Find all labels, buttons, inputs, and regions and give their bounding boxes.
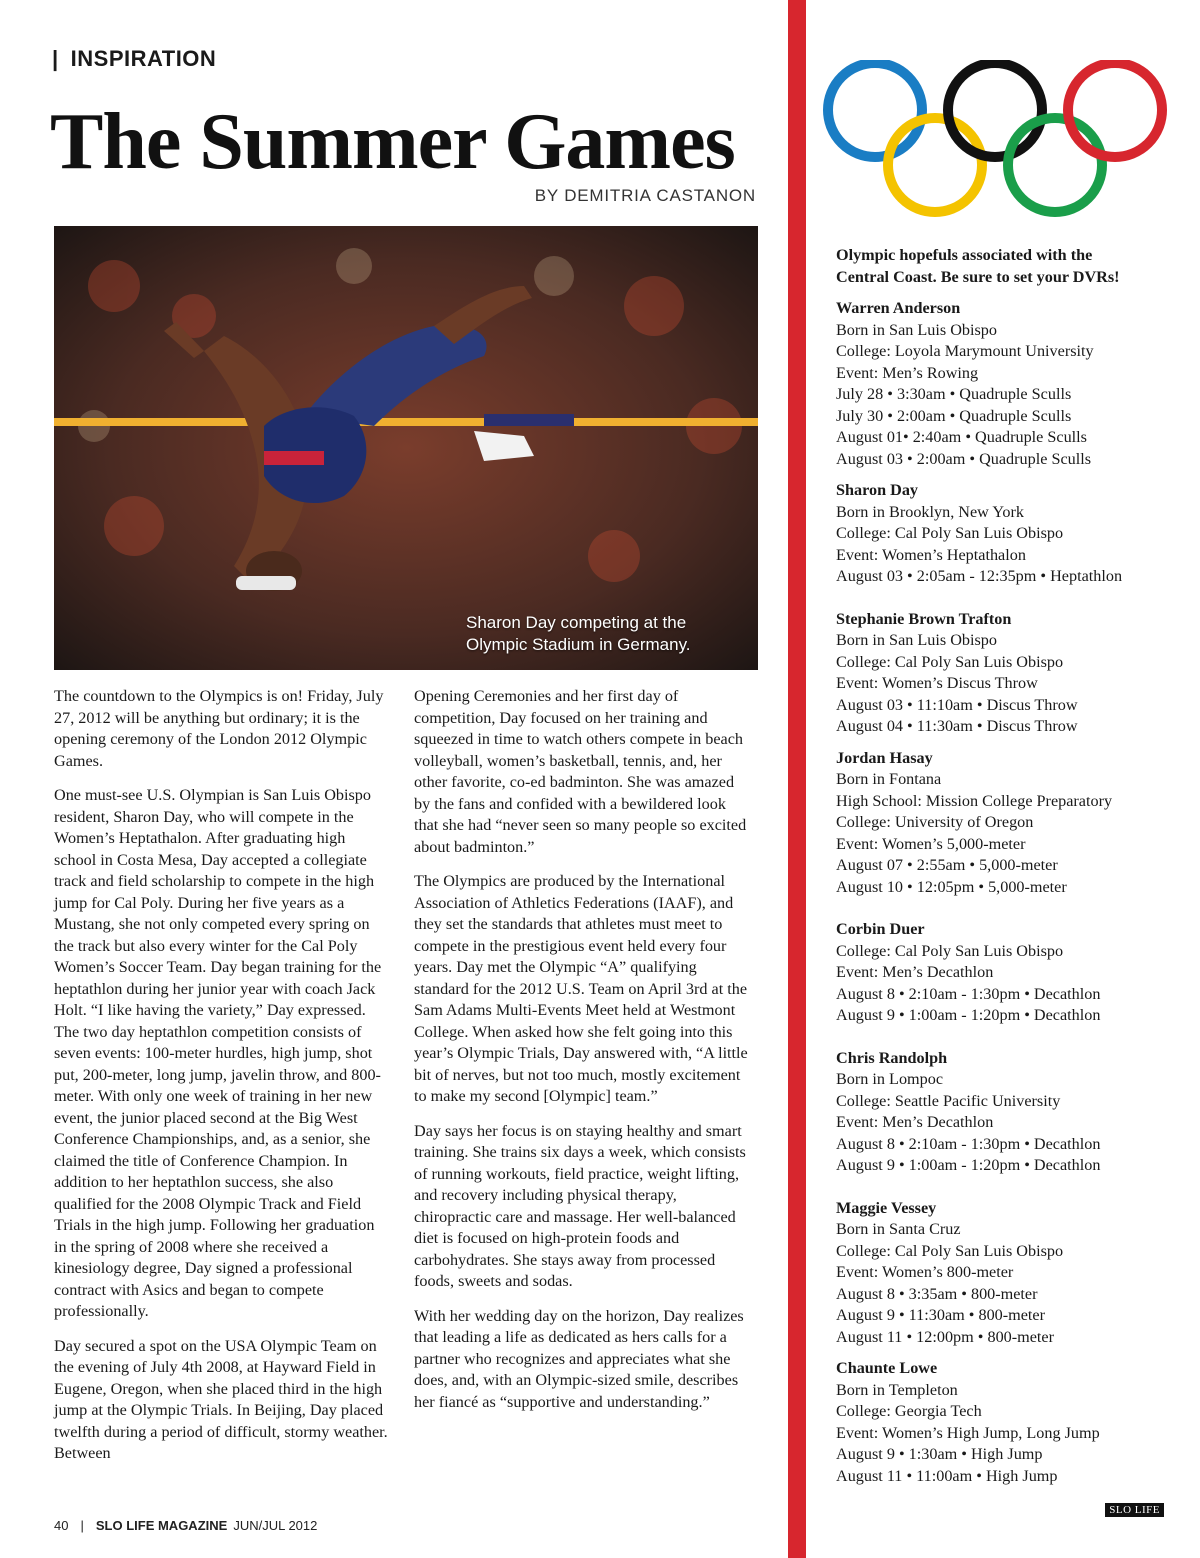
- article-paragraph: Day secured a spot on the USA Olympic Team on the evening of July 4th 2008, at Hayward Field in Eugene, Oregon, when she placed third in the high jump at the Olympic Trials. In Beijing, Day placed twelfth during a period of difficult, stormy weather. Between: [54, 1336, 388, 1462]
- athlete-detail-line: August 9 • 11:30am • 800-meter: [836, 1306, 1045, 1324]
- athlete-entry: [836, 1048, 1176, 1177]
- athlete-detail-line: College: Cal Poly San Luis Obispo: [836, 524, 1064, 542]
- athlete-photo: [54, 226, 758, 670]
- black-ring: [948, 63, 1042, 157]
- athlete-entry: [836, 919, 1176, 1027]
- athlete-detail-line: Born in San Luis Obispo: [836, 631, 997, 649]
- athlete-name: Jordan Hasay: [836, 748, 933, 767]
- athlete-detail-line: August 9 • 1:00am - 1:20pm • Decathlon: [836, 1156, 1101, 1174]
- athlete-detail-line: Event: Women’s Heptathalon: [836, 545, 1026, 564]
- athlete-detail-line: July 28 • 3:30am • Quadruple Sculls: [836, 385, 1072, 403]
- photo-caption-line: Sharon Day competing at the: [466, 613, 687, 632]
- article-paragraph: With her wedding day on the horizon, Day realizes that leading a life as dedicated as hers calls for a partner who recognizes and appreciates what she does, and, with an Olympic-sized smile, describes her fiancé as “supportive and understanding.”: [414, 1306, 744, 1411]
- red-divider-bar: [788, 0, 806, 1558]
- athlete-entry: [836, 748, 1176, 899]
- athlete-detail-line: August 10 • 12:05pm • 5,000-meter: [836, 877, 1067, 896]
- blue-ring: [828, 63, 922, 157]
- athlete-detail-line: August 01• 2:40am • Quadruple Sculls: [836, 428, 1087, 446]
- article-paragraph: One must-see U.S. Olympian is San Luis Obispo resident, Sharon Day, who will compete in the Women’s Heptathalon. After graduating high school in Costa Mesa, Day accepted a collegiate track and field scholarship to compete in the high jump for Cal Poly. During her five years as a Mustang, she not only competed every spring on the track but also every winter for the Cal Poly Women’s Soccer Team. Day began training for the heptathlon during her junior year with coach Jack Holt. “I like having the variety,” Day expressed. The two day heptathlon competition consists of seven events: 100-meter hurdles, high jump, shot put, 200-meter, long jump, javelin throw, and 800-meter. With only one week of training in her new event, the junior placed second at the Big West Conference Championships, and, as a senior, she claimed the title of Conference Champion. In addition to her heptathlon success, she also qualified for the 2008 Olympic Track and Field Trials in the high jump. Following her graduation in the spring of 2008 where she received a kinesiology degree, Day signed a professional contract with Asics and began to compete professionally.: [54, 786, 382, 1320]
- athlete-detail-line: Event: Women’s 5,000-meter: [836, 834, 1026, 853]
- athlete-name: Chaunte Lowe: [836, 1359, 938, 1377]
- section-divider: |: [52, 46, 59, 71]
- athlete-detail-line: August 07 • 2:55am • 5,000-meter: [836, 856, 1058, 874]
- athlete-detail-line: College: University of Oregon: [836, 813, 1034, 831]
- athlete-detail-line: August 03 • 2:05am - 12:35pm • Heptathlon: [836, 567, 1123, 585]
- section-label: [52, 46, 216, 72]
- athlete-name: Chris Randolph: [836, 1048, 948, 1067]
- athlete-name: Maggie Vessey: [836, 1198, 937, 1217]
- athlete-detail-line: College: Loyola Marymount University: [836, 342, 1094, 360]
- athlete-detail-line: Born in Fontana: [836, 770, 942, 788]
- athlete-detail-line: August 8 • 2:10am - 1:30pm • Decathlon: [836, 1134, 1101, 1153]
- athlete-detail-line: Event: Men’s Rowing: [836, 363, 979, 382]
- athlete-detail-line: Born in Templeton: [836, 1380, 958, 1399]
- athlete-entry: [836, 298, 1176, 470]
- article-paragraph: Day says her focus is on staying healthy and smart training. She trains six days a week, which consists of running workouts, field practice, weight lifting, and recovery including physical therapy, chiropractic care and massage. Her well-balanced diet is focused on high-protein foods and carbohydrates. She stays away from processed foods, sweets and sodas.: [414, 1121, 746, 1290]
- page-title: The Summer Games: [50, 98, 735, 186]
- sidebar-intro: [836, 245, 1176, 288]
- article-column-middle: [414, 686, 754, 1426]
- red-ring: [1068, 63, 1162, 157]
- athlete-detail-line: Born in San Luis Obispo: [836, 320, 997, 339]
- section-name: INSPIRATION: [70, 46, 217, 71]
- green-ring: [1008, 118, 1102, 212]
- footer-divider: |: [80, 1518, 84, 1533]
- athlete-detail-line: August 9 • 1:30am • High Jump: [836, 1445, 1043, 1463]
- athlete-detail-line: August 11 • 12:00pm • 800-meter: [836, 1327, 1055, 1346]
- athlete-list: [836, 298, 1176, 1487]
- photo-caption: [466, 612, 736, 656]
- athlete-entry: [836, 609, 1176, 738]
- athlete-detail-line: College: Cal Poly San Luis Obispo: [836, 652, 1064, 671]
- athlete-detail-line: Event: Men’s Decathlon: [836, 1113, 994, 1131]
- article-paragraph: The Olympics are produced by the International Association of Athletics Federations (IAAF), and they set the standards that athletes must meet to compete in the prestigious event held every four years. Day met the Olympic “A” qualifying standard for the 2012 U.S. Team on April 3rd at the Sam Adams Multi-Events Meet held at Westmont College. When asked how she felt going into this year’s Olympic Trials, Day answered with, “A little bit of nerves, but not too much, mostly excitement to make my second [Olympic] team.”: [414, 872, 748, 1105]
- athlete-detail-line: August 03 • 2:00am • Quadruple Sculls: [836, 449, 1092, 468]
- athlete-name: Stephanie Brown Trafton: [836, 609, 1012, 628]
- athlete-detail-line: August 04 • 11:30am • Discus Throw: [836, 717, 1078, 735]
- yellow-ring: [888, 118, 982, 212]
- athlete-detail-line: Event: Men’s Decathlon: [836, 963, 994, 981]
- athlete-detail-line: Born in Brooklyn, New York: [836, 502, 1024, 521]
- athlete-entry: [836, 1358, 1176, 1487]
- athlete-detail-line: Born in Santa Cruz: [836, 1220, 961, 1238]
- athlete-name: Corbin Duer: [836, 920, 925, 938]
- sidebar-intro-line: Olympic hopefuls associated with the: [836, 246, 1093, 264]
- page-number: 40: [54, 1518, 69, 1533]
- athlete-detail-line: August 03 • 11:10am • Discus Throw: [836, 695, 1078, 714]
- page-footer: [54, 1518, 317, 1533]
- athlete-detail-line: July 30 • 2:00am • Quadruple Sculls: [836, 406, 1072, 425]
- athlete-detail-line: August 8 • 3:35am • 800-meter: [836, 1284, 1038, 1303]
- athlete-detail-line: Event: Women’s High Jump, Long Jump: [836, 1423, 1100, 1442]
- slo-life-logo: SLO LIFE: [1105, 1503, 1164, 1517]
- athlete-entry: [836, 1198, 1176, 1349]
- athlete-detail-line: College: Cal Poly San Luis Obispo: [836, 941, 1064, 960]
- olympic-hopefuls-sidebar: [836, 245, 1176, 1497]
- athlete-detail-line: Event: Women’s 800-meter: [836, 1263, 1014, 1281]
- athlete-name: Warren Anderson: [836, 299, 961, 317]
- athlete-detail-line: August 8 • 2:10am - 1:30pm • Decathlon: [836, 984, 1101, 1003]
- olympic-rings-icon: [818, 60, 1178, 230]
- sidebar-intro-line: Central Coast. Be sure to set your DVRs!: [836, 267, 1120, 286]
- athlete-detail-line: College: Seattle Pacific University: [836, 1091, 1061, 1110]
- issue-date: JUN/JUL 2012: [233, 1518, 318, 1533]
- athlete-detail-line: High School: Mission College Preparatory: [836, 791, 1113, 810]
- high-jump-illustration: [54, 226, 758, 670]
- photo-caption-line: Olympic Stadium in Germany.: [466, 635, 691, 654]
- athlete-detail-line: College: Cal Poly San Luis Obispo: [836, 1241, 1064, 1260]
- article-column-left: [54, 686, 390, 1478]
- byline: BY DEMITRIA CASTANON: [534, 186, 756, 205]
- athlete-name: Sharon Day: [836, 481, 919, 499]
- athlete-detail-line: College: Georgia Tech: [836, 1402, 982, 1420]
- magazine-name: SLO LIFE MAGAZINE: [95, 1518, 228, 1533]
- athlete-detail-line: August 11 • 11:00am • High Jump: [836, 1466, 1058, 1485]
- athlete-entry: [836, 480, 1176, 588]
- athlete-detail-line: Event: Women’s Discus Throw: [836, 674, 1038, 692]
- article-paragraph: Opening Ceremonies and her first day of competition, Day focused on her training and squeezed in time to watch others compete in beach volleyball, women’s basketball, tennis, and, her other favorite, co-ed badminton. She was amazed by the fans and confided with a bewildered look that she had “never seen so many people so excited about badminton.”: [414, 687, 747, 856]
- article-paragraph: The countdown to the Olympics is on! Friday, July 27, 2012 will be anything but ordinary; it is the opening ceremony of the London 2012 Olympic Games.: [54, 687, 384, 770]
- athlete-detail-line: August 9 • 1:00am - 1:20pm • Decathlon: [836, 1006, 1101, 1024]
- athlete-detail-line: Born in Lompoc: [836, 1070, 944, 1088]
